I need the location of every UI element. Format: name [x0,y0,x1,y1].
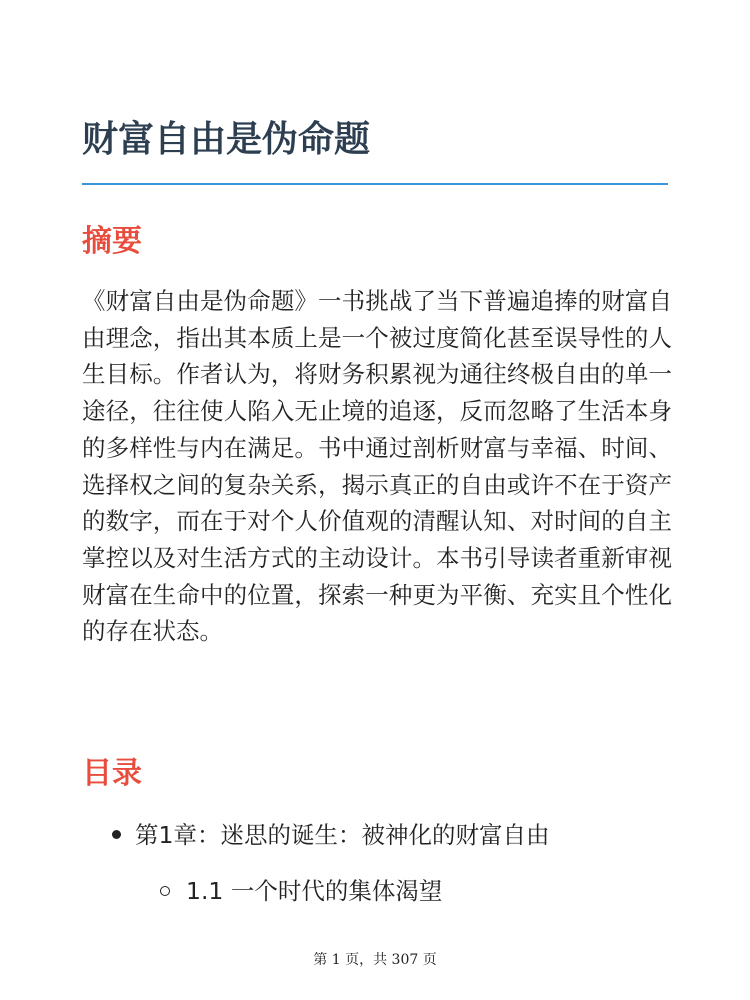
toc-item-chapter-1[interactable] [112,818,549,852]
toc-item-section-1-1[interactable] [160,874,442,908]
page-title: 财富自由是伪命题 [82,119,371,160]
circle-icon [160,886,170,896]
title-divider [82,183,668,185]
page-number-footer: 第 1 页，共 307 页 [313,952,437,968]
summary-heading: 摘要 [82,224,142,259]
disc-icon [112,830,121,839]
toc-item-label: 1.1 一个时代的集体渴望 [186,877,443,905]
summary-paragraph: 《财富自由是伪命题》一书挑战了当下普遍追捧的财富自由理念，指出其本质上是一个被过度简化甚至误导性的人生目标。作者认为，将财务积累视为通往终极自由的单一途径，往往使人陷入无止境的追逐，反而忽略了生活本身的多样性与内在满足。书中通过剖析财富与幸福、时间、选择权之间的复杂关系，揭示真正的自由或许不在于资产的数字，而在于对个人价值观的清醒认知、对时间的自主掌控以及对生活方式的主动设计。本书引导读者重新审视财富在生命中的位置，探索一种更为平衡、充实且个性化的存在状态。 [82,287,672,646]
toc-item-label: 第1章：迷思的诞生：被神化的财富自由 [135,821,550,849]
toc-heading: 目录 [82,756,142,791]
